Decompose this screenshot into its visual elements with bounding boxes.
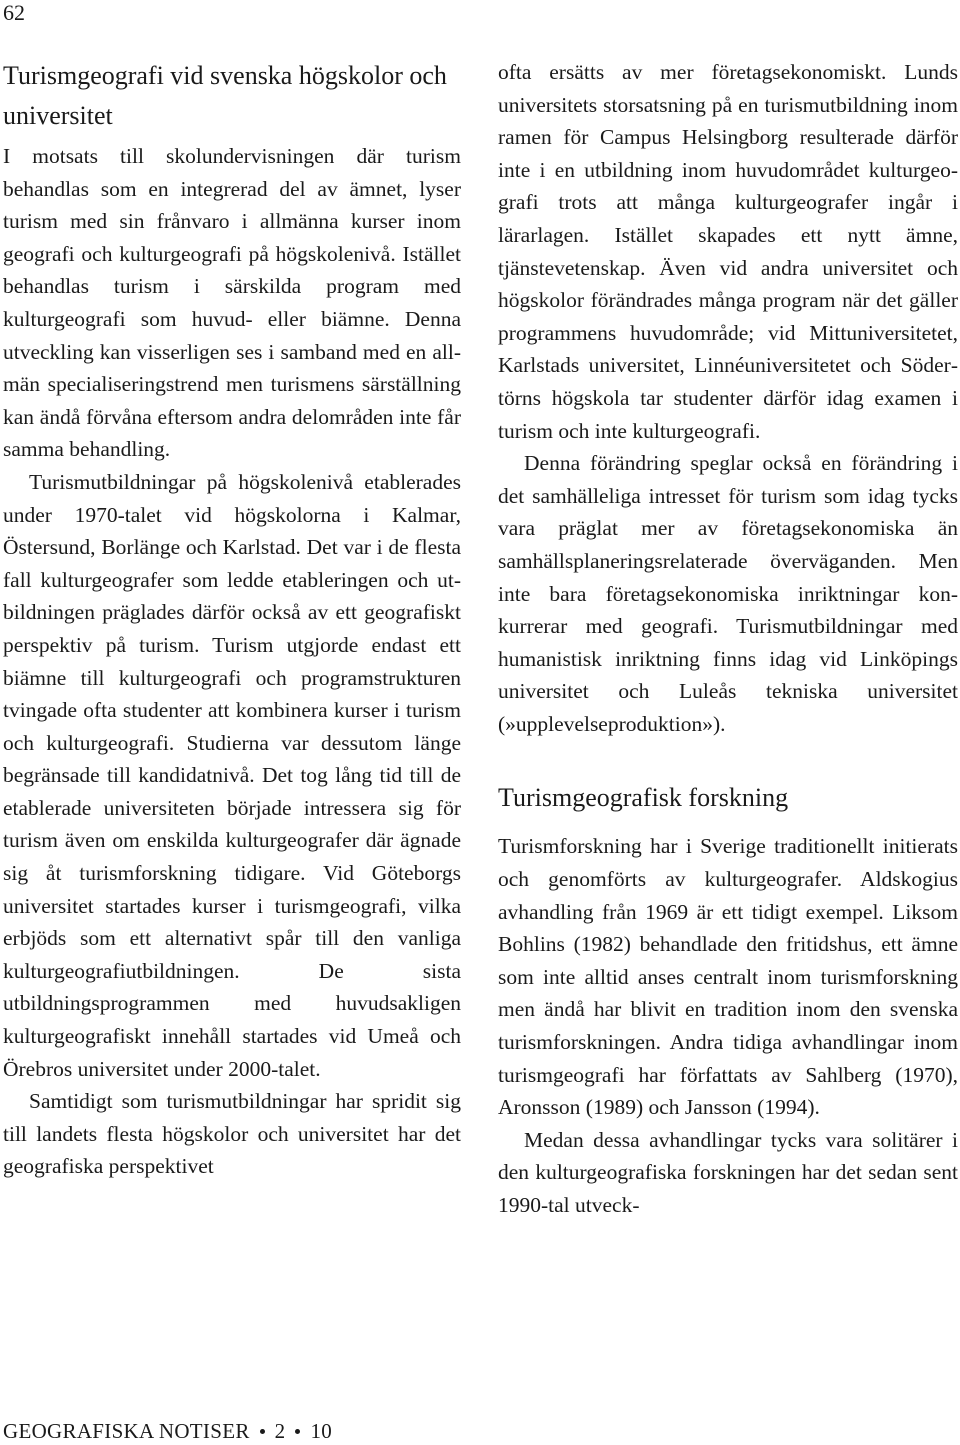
separator-dot-icon [295,1429,300,1434]
left-column [3,56,461,1183]
journal-name: GEOGRAFISKA NOTISER [3,1419,250,1443]
running-footer [3,1419,332,1443]
page-number: 62 [3,0,25,25]
section-heading-forskning: Turismgeografisk forskning [498,783,789,813]
paragraph: Samtidigt som turismutbildningar har spridit sig till landets flesta högskolor och universitet har det geografiska perspektivet [3,1089,461,1179]
paragraph: I motsats till skolundervisningen där turism behandlas som en integrerad del av ämnet, lyser turism med sin frånvaro i allmänna kurser inom geografi och kulturgeografi på högskolenivå. Istället behandlas turism i särskilda program med kulturgeografi som huvud- eller biämne. Denna utveckling kan visserligen ses i samband med en allmän specialiseringstrend men turismens särställning kan ändå förvåna eftersom andra delområden inte får samma behandling. [3,144,461,462]
paragraph: Turismforskning har i Sverige traditionellt initierats och genomförts av kulturgeografer. Aldskogius avhandling från 1969 är ett tidigt exempel. Liksom Bohlins (1982) behandlade den fritidshus, ett ämne som inte alltid anses centralt inom turismforskning men ändå har blivit en tradition inom den svenska turismforskningen. Andra tidiga avhandlingar inom turismgeografi har författats av Sahlberg (1970), Aronsson (1989) och Jansson (1994). [498,834,958,1120]
paragraph: Denna förändring speglar också en förändring i det samhälleliga intresset för turism som idag tycks vara präglat mer av företagsekonomiska än samhällsplaneringsrelaterade överväganden. Men inte bara företagsekonomiska inriktningar konkurrerar med geografi. Turismutbildningar med humanistisk inriktning finns idag vid Linköpings universitet och Luleås tekniska universitet (»upplevelseproduktion»). [498,451,958,736]
paragraph: Turismutbildningar på högskolenivå etablerades under 1970-talet vid högskolorna i Kalmar, Östersund, Borlänge och Karlstad. Det var i de flesta fall kulturgeografer som ledde etableringen och utbildningen präglades därför också av ett geografiskt perspektiv på turism. Turism utgjorde endast ett biämne till kulturgeografi och programstrukturen tvingade ofta studenter att kombinera kurser i turism och kulturgeografi. Studierna var dessutom länge begränsade till kandidatnivå. Det tog lång tid till de etablerade universiteten började intressera sig för turism även om enskilda kulturgeografer där ägnade sig åt turismforskning tidigare. Vid Göteborgs universitet startades kurser i turismgeografi, vilka erbjöds som ett alternativt spår till den vanliga kulturgeografiutbildningen. De sista utbildningsprogrammen med huvudsakligen kulturgeografiskt innehåll startades vid Umeå och Örebros universitet under 2000-talet. [3,469,461,1081]
paragraph: Medan dessa avhandlingar tycks vara solitärer i den kulturgeografiska forskningen har det sedan sent 1990-tal utveck- [498,1127,958,1217]
right-column [498,56,958,1222]
issue-number: 10 [310,1419,333,1443]
volume-number: 2 [274,1419,286,1443]
paragraph: ofta ersätts av mer företagsekonomiskt. Lunds universitets storsatsning på en turismutbildning inom ramen för Campus Helsingborg resulterade därför inte i en utbildning inom huvudområdet kulturgeografi trots att många kulturgeografer ingår i lärarlagen. Istället skapades ett nytt ämne, tjänstevetenskap. Även vid andra universitet och högskolor förändrades många program när det gäller programmens huvudområde; vid Mittuniversitetet, Karlstads universitet, Linnéuniversitetet och Södertörns högskola tar studenter därför idag examen i turism och inte kulturgeografi. [498,60,958,443]
section-heading-turismgeografi: Turismgeografi vid svenska högskolor och universitet [3,61,447,130]
separator-dot-icon [260,1429,265,1434]
